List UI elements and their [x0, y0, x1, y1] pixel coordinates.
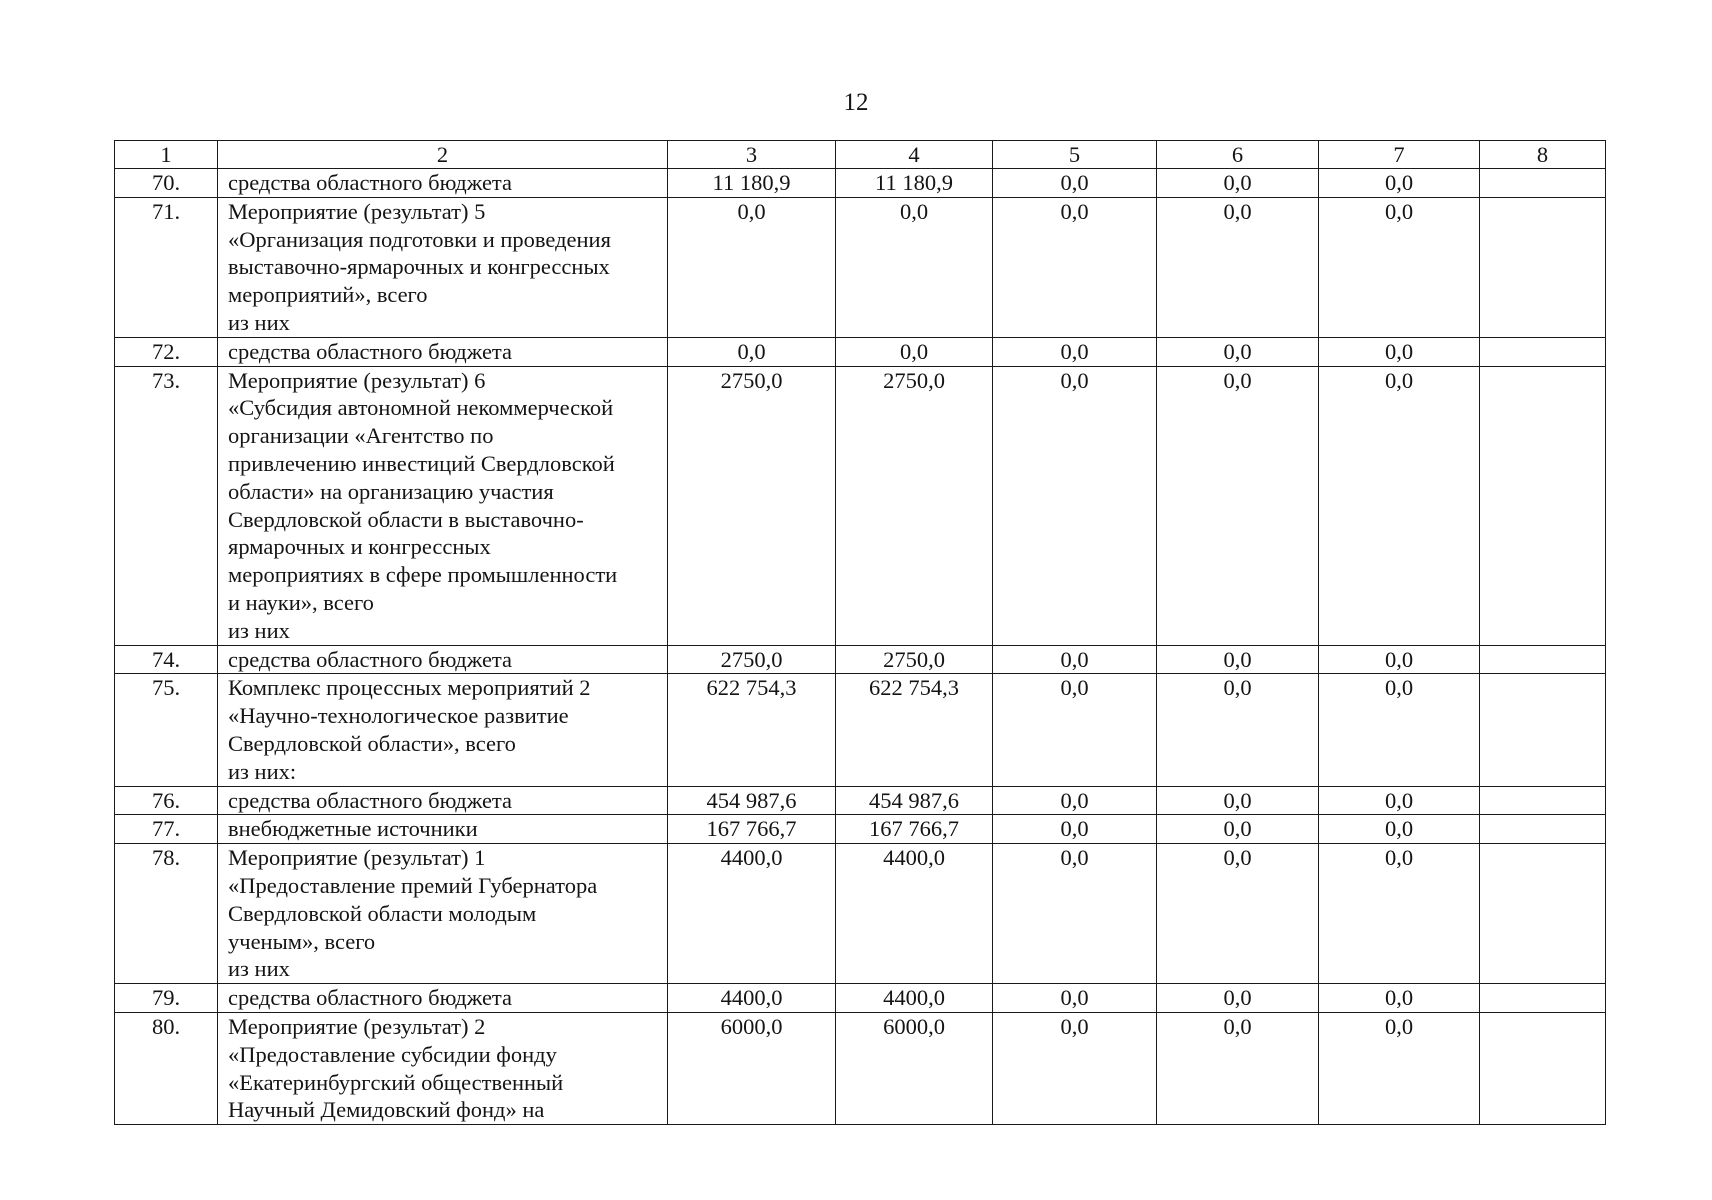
description-line: привлечению инвестиций Свердловской [228, 450, 615, 476]
value-cell-col-6: 0,0 [1157, 984, 1319, 1013]
value-cell-col-7: 0,0 [1319, 1012, 1480, 1124]
value-cell-col-3: 11 180,9 [668, 169, 836, 198]
description-line: мероприятий», всего [228, 282, 428, 308]
table-row [115, 984, 1606, 1013]
description-line: Свердловской области в выставочно- [228, 506, 584, 532]
description-line: из них [228, 617, 290, 643]
value-cell-col-4: 622 754,3 [836, 674, 993, 786]
description-line: «Екатеринбургский общественный [228, 1069, 564, 1095]
description-line: средства областного бюджета [228, 646, 513, 672]
value-cell-col-7: 0,0 [1319, 337, 1480, 366]
table-row [115, 674, 1606, 786]
value-cell-col-6: 0,0 [1157, 786, 1319, 815]
value-cell-col-5: 0,0 [993, 197, 1157, 337]
table-row [115, 169, 1606, 198]
value-cell-col-7: 0,0 [1319, 169, 1480, 198]
value-cell-col-6: 0,0 [1157, 815, 1319, 844]
description-line: «Предоставление субсидии фонду [228, 1041, 557, 1067]
value-cell-col-8 [1480, 786, 1606, 815]
description-line: «Субсидия автономной некоммерческой [228, 395, 614, 421]
description-line: мероприятиях в сфере промышленности [228, 562, 618, 588]
value-cell-col-7: 0,0 [1319, 815, 1480, 844]
value-cell-col-4: 2750,0 [836, 645, 993, 674]
value-cell-col-3: 4400,0 [668, 844, 836, 984]
value-cell-col-3: 622 754,3 [668, 674, 836, 786]
table-row [115, 815, 1606, 844]
description-line: Комплекс процессных мероприятий 2 [228, 675, 591, 701]
row-number-cell: 75. [115, 674, 218, 786]
row-description-cell [218, 645, 668, 674]
description-line: средства областного бюджета [228, 170, 513, 195]
row-number-cell: 74. [115, 645, 218, 674]
description-line: ярмарочных и конгрессных [228, 534, 491, 560]
value-cell-col-5: 0,0 [993, 169, 1157, 198]
value-cell-col-8 [1480, 1012, 1606, 1124]
value-cell-col-4: 454 987,6 [836, 786, 993, 815]
value-cell-col-6: 0,0 [1157, 1012, 1319, 1124]
value-cell-col-5: 0,0 [993, 674, 1157, 786]
value-cell-col-4: 0,0 [836, 337, 993, 366]
description-line: области» на организацию участия [228, 478, 554, 504]
header-cell: 6 [1157, 141, 1319, 169]
table-row [115, 197, 1606, 337]
row-description-cell [218, 815, 668, 844]
value-cell-col-4: 6000,0 [836, 1012, 993, 1124]
value-cell-col-6: 0,0 [1157, 645, 1319, 674]
description-line: «Предоставление премий Губернатора [228, 872, 598, 898]
description-line: Мероприятие (результат) 5 [228, 198, 486, 224]
row-description-cell [218, 786, 668, 815]
value-cell-col-4: 4400,0 [836, 844, 993, 984]
value-cell-col-7: 0,0 [1319, 984, 1480, 1013]
description-line: средства областного бюджета [228, 338, 513, 364]
header-cell: 8 [1480, 141, 1606, 169]
value-cell-col-7: 0,0 [1319, 674, 1480, 786]
description-line: Свердловской области», всего [228, 730, 516, 756]
description-line: внебюджетные источники [228, 816, 478, 842]
value-cell-col-5: 0,0 [993, 645, 1157, 674]
value-cell-col-6: 0,0 [1157, 674, 1319, 786]
table-header-row [115, 141, 1606, 169]
row-description-cell [218, 366, 668, 645]
header-cell: 3 [668, 141, 836, 169]
row-number-cell: 78. [115, 844, 218, 984]
table-body [115, 141, 1606, 1125]
value-cell-col-8 [1480, 337, 1606, 366]
row-description-cell [218, 1012, 668, 1124]
description-line: Научный Демидовский фонд» на [228, 1097, 545, 1123]
row-description-cell [218, 984, 668, 1013]
value-cell-col-5: 0,0 [993, 786, 1157, 815]
row-number-cell: 76. [115, 786, 218, 815]
description-line: Мероприятие (результат) 6 [228, 367, 486, 393]
description-line: выставочно-ярмарочных и конгрессных [228, 254, 610, 280]
value-cell-col-8 [1480, 366, 1606, 645]
table-row [115, 1012, 1606, 1124]
value-cell-col-3: 2750,0 [668, 366, 836, 645]
value-cell-col-5: 0,0 [993, 1012, 1157, 1124]
value-cell-col-6: 0,0 [1157, 844, 1319, 984]
value-cell-col-5: 0,0 [993, 844, 1157, 984]
value-cell-col-7: 0,0 [1319, 366, 1480, 645]
value-cell-col-8 [1480, 844, 1606, 984]
value-cell-col-3: 0,0 [668, 337, 836, 366]
description-line: организации «Агентство по [228, 423, 494, 449]
description-line: ученым», всего [228, 928, 376, 954]
value-cell-col-3: 0,0 [668, 197, 836, 337]
value-cell-col-3: 167 766,7 [668, 815, 836, 844]
row-description-cell [218, 844, 668, 984]
value-cell-col-6: 0,0 [1157, 197, 1319, 337]
value-cell-col-6: 0,0 [1157, 169, 1319, 198]
value-cell-col-8 [1480, 815, 1606, 844]
value-cell-col-3: 4400,0 [668, 984, 836, 1013]
value-cell-col-7: 0,0 [1319, 844, 1480, 984]
value-cell-col-8 [1480, 197, 1606, 337]
value-cell-col-4: 2750,0 [836, 366, 993, 645]
table-row [115, 844, 1606, 984]
value-cell-col-8 [1480, 984, 1606, 1013]
description-line: Мероприятие (результат) 2 [228, 1013, 486, 1039]
value-cell-col-6: 0,0 [1157, 366, 1319, 645]
description-line: средства областного бюджета [228, 787, 513, 813]
value-cell-col-8 [1480, 674, 1606, 786]
value-cell-col-3: 454 987,6 [668, 786, 836, 815]
description-line: «Организация подготовки и проведения [228, 226, 611, 252]
value-cell-col-6: 0,0 [1157, 337, 1319, 366]
description-line: и науки», всего [228, 589, 374, 615]
value-cell-col-3: 2750,0 [668, 645, 836, 674]
row-number-cell: 77. [115, 815, 218, 844]
description-line: из них: [228, 758, 297, 784]
description-line: Свердловской области молодым [228, 900, 537, 926]
row-description-cell [218, 197, 668, 337]
description-line: средства областного бюджета [228, 985, 513, 1011]
page-number: 12 [843, 89, 869, 116]
header-cell: 2 [218, 141, 668, 169]
table-row [115, 337, 1606, 366]
description-line: Мероприятие (результат) 1 [228, 845, 486, 871]
value-cell-col-4: 167 766,7 [836, 815, 993, 844]
value-cell-col-4: 0,0 [836, 197, 993, 337]
value-cell-col-3: 6000,0 [668, 1012, 836, 1124]
row-number-cell: 72. [115, 337, 218, 366]
header-cell: 4 [836, 141, 993, 169]
row-number-cell: 73. [115, 366, 218, 645]
row-number-cell: 79. [115, 984, 218, 1013]
budget-table [114, 140, 1606, 1125]
table-row [115, 645, 1606, 674]
row-number-cell: 70. [115, 169, 218, 198]
value-cell-col-7: 0,0 [1319, 786, 1480, 815]
header-cell: 7 [1319, 141, 1480, 169]
value-cell-col-5: 0,0 [993, 815, 1157, 844]
header-cell: 1 [115, 141, 218, 169]
table-row [115, 786, 1606, 815]
header-cell: 5 [993, 141, 1157, 169]
description-line: из них [228, 309, 290, 335]
row-description-cell [218, 337, 668, 366]
table-row [115, 366, 1606, 645]
value-cell-col-4: 4400,0 [836, 984, 993, 1013]
value-cell-col-7: 0,0 [1319, 645, 1480, 674]
value-cell-col-8 [1480, 645, 1606, 674]
description-line: из них [228, 956, 290, 982]
value-cell-col-8 [1480, 169, 1606, 198]
value-cell-col-4: 11 180,9 [836, 169, 993, 198]
value-cell-col-5: 0,0 [993, 366, 1157, 645]
row-number-cell: 71. [115, 197, 218, 337]
row-description-cell [218, 674, 668, 786]
value-cell-col-5: 0,0 [993, 984, 1157, 1013]
value-cell-col-5: 0,0 [993, 337, 1157, 366]
description-line: «Научно-технологическое развитие [228, 703, 569, 729]
row-number-cell: 80. [115, 1012, 218, 1124]
row-description-cell [218, 169, 668, 198]
value-cell-col-7: 0,0 [1319, 197, 1480, 337]
